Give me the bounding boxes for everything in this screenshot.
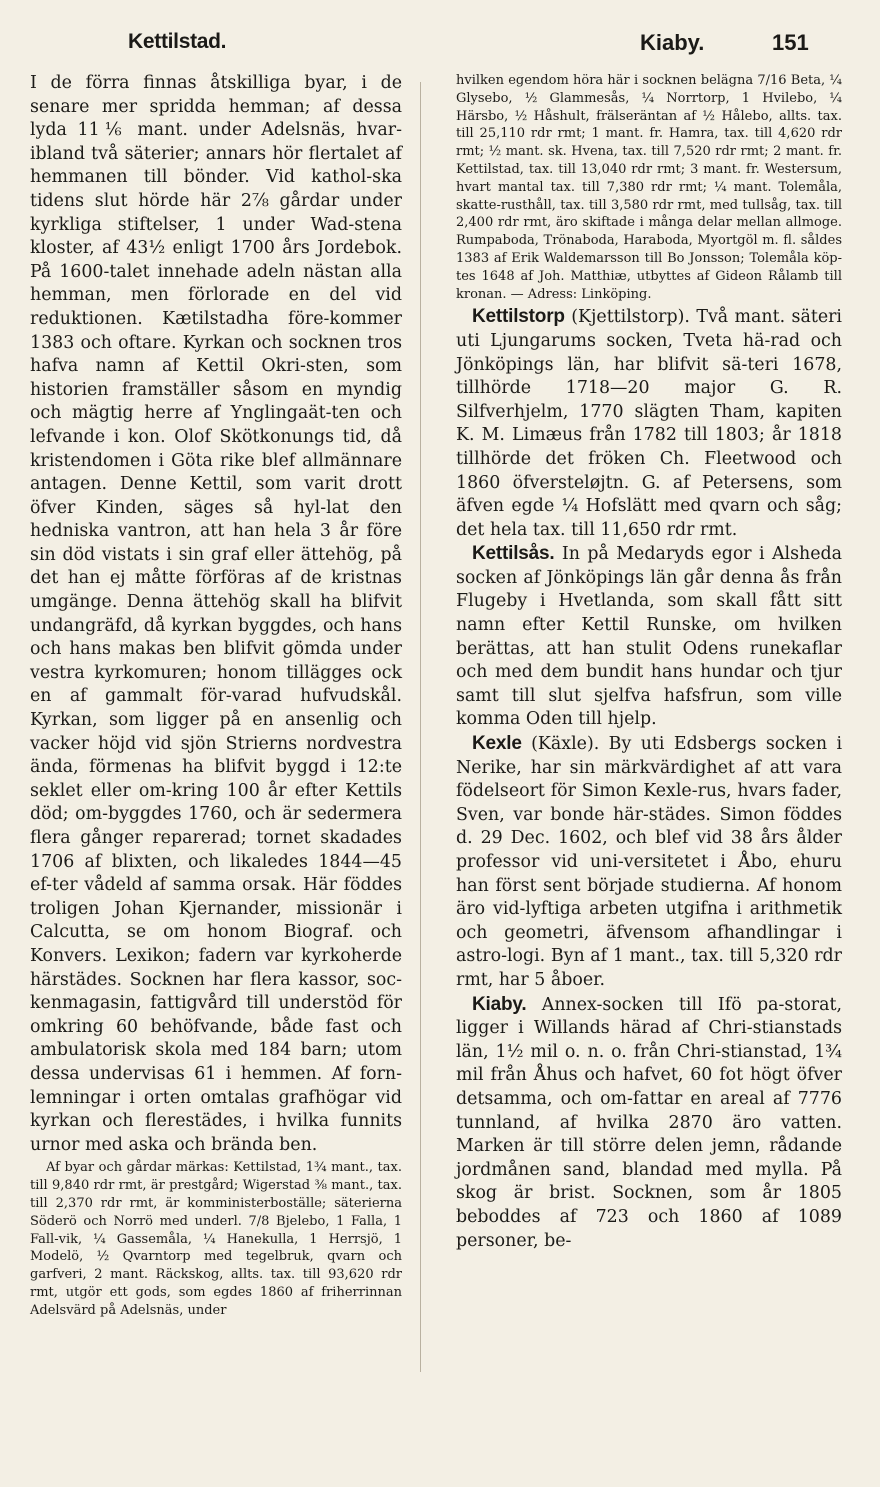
column-divider (420, 82, 421, 1372)
header-right-keyword: Kiaby. (640, 30, 705, 55)
right-column (456, 72, 842, 1253)
header-left-keyword: Kettilstad. (128, 30, 227, 53)
left-column (30, 72, 402, 1319)
right-note-paragraph: hvilken egendom höra här i socknen belägna 7/16 Beta, ¼ Glysebo, ½ Glammesås, ¼ Norrtorp, 1 Hvilebo, ¼ Härsbo, ½ Håshult, frälseräntan af ½ Hålebo, allts. tax. till 25,110 rdr rmt; 1 mant. fr. Hamra, tax. till 4,620 rdr rmt; ½ mant. sk. Hvena, tax. till 7,520 rdr rmt; 2 mant. fr. Kettilstad, tax. till 13,040 rdr rmt; 3 mant. fr. Westersum, hvart mantal tax. till 7,380 rdr rmt; ¼ mant. Tolemåla, skatte-rusthåll, tax. till 3,580 rdr rmt, med tullsåg, tax. till 2,400 rdr rmt, äro skiftade i många delar mellan allmoge. Rumpaboda, Trönaboda, Haraboda, Myortgöl m. fl. såldes 1383 af Erik Waldemarsson till Bo Jonsson; Tolemåla köp-tes 1648 af Joh. Matthiæ, utbyttes af Gideon Rålamb till kronan. — Adress: Linköping. (456, 73, 842, 302)
entry-heading: Kiaby. (472, 993, 527, 1015)
entry-text: In på Medaryds egor i Alsheda socken af Jönköpings län går denna ås från Flugeby i Hvetlanda, som skall fått sitt namn efter Kettil Runske, om hvilken berättas, att han stulit Odens runekaflar och med dem bundit hans hundar och tjur samt till slut sjelfva hafsfrun, som ville komma Oden till hjelp. (456, 544, 842, 730)
entry-kettilsas (456, 542, 842, 732)
left-main-paragraph: I de förra finnas åtskilliga byar, i de senare mer spridda hemman; af dessa lyda 11⅙ mant. under Adelsnäs, hvar-ibland två säterier; annars hör flertalet af hemmanen till bönder. Vid kathol-ska tidens slut hörde här 2⅞ gårdar under kyrkliga stiftelser, 1 under Wad-stena kloster, af 43½ enligt 1700 års Jordebok. På 1600-talet innehade adeln nästan alla hemman, men förlorade en del vid reduktionen. Kætilstadha före-kommer 1383 och oftare. Kyrkan och socknen tros hafva namn af Kettil Okri-sten, som historien framställer såsom en myndig och mägtig herre af Ynglingaät-ten och lefvande i kon. Olof Skötkonungs tid, då kristendomen i Göta rike blef allmännare antagen. Denne Kettil, som varit drott öfver Kinden, säges så hyl-lat den hedniska vantron, att han hela 3 år före sin död vistats i sin graf eller ättehög, på det han ej måtte förföras af de kristnas umgänge. Denna ättehög skall ha blifvit undangräfd, då kyrkan byggdes, och hans och hans makas ben blifvit gömda under vestra kyrkomuren; honom tillägges ock en af gammalt för-varad hufvudskål. Kyrkan, som ligger på en ansenlig och vacker höjd vid sjön Strierns nordvestra ända, förmenas ha blifvit byggd i 12:te seklet eller om-kring 100 år efter Kettils död; om-byggdes 1760, och är sedermera flera gånger reparerad; tornet skadades 1706 af blixten, och likaledes 1844—45 ef-ter vådeld af samma orsak. Här föddes troligen Johan Kjernander, missionär i Calcutta, se om honom Biograf. och Konvers. Lexikon; fadern var kyrkoherde härstädes. Socknen har flera kassor, soc-kenmagasin, fattigvård till understöd för omkring 60 behöfvande, både fast och ambulatorisk skola med 184 barn; utom dessa undervisas 61 i hemmen. Af forn-lemningar i orten omtalas grafhögar vid kyrkan och flerestädes, i hvilka funnits urnor med aska och brända ben. (30, 73, 402, 1155)
entry-kexle (456, 732, 842, 993)
entry-text: Annex-socken till Ifö pa-storat, ligger i Willands härad af Chri-stianstads län, 1½ mil o. n. o. från Chri-stianstad, 1¾ mil från Åhus och hafvet, 60 fot högt öfver detsamma, och om-fattar en areal af 7776 tunnland, af hvilka 2870 äro vatten. Marken är till större delen jemn, rådande jordmånen sand, blandad med mylla. På skog är brist. Socknen, som år 1805 beboddes af 723 och 1860 af 1089 personer, be- (456, 994, 842, 1251)
entry-text: (Käxle). By uti Edsbergs socken i Nerike, har sin märkvärdighet af att vara födelseort för Simon Kexle-rus, hvars fader, Sven, var bonde här-städes. Simon föddes d. 29 Dec. 1602, och blef vid 38 års ålder professor vid uni-versitetet i Åbo, ehuru han först sent började studierna. Af honom äro vid-lyftiga arbeten utgifna i arithmetik och geometri, äfvensom afhandlingar i astro-logi. Byn af 1 mant., tax. till 5,320 rdr rmt, har 5 åboer. (456, 734, 843, 990)
running-header (0, 24, 880, 64)
page-number: 151 (772, 30, 809, 55)
entry-kettilstorp (456, 305, 842, 542)
entry-heading: Kettilsås. (472, 543, 555, 565)
entry-kiaby (456, 993, 842, 1254)
entry-text: (Kjettilstorp). Två mant. säteri uti Ljungarums socken, Tveta hä-rad och Jönköpings län, har blifvit sä-teri 1678, tillhörde 1718—20 major G. R. Silfverhjelm, 1770 slägten Tham, kapiten K. M. Limæus från 1782 till 1803; år 1818 tillhörde det fröken Ch. Fleetwood och 1860 öfversteløjtn. G. af Petersens, som äfven egde ¼ Hofslätt med qvarn och såg; det hela tax. till 11,650 rdr rmt. (456, 307, 842, 540)
entry-heading: Kexle (472, 733, 522, 755)
left-note-paragraph: Af byar och gårdar märkas: Kettilstad, 1¾ mant., tax. till 9,840 rdr rmt, är prestgård; Wigerstad ⅜ mant., tax. till 2,370 rdr rmt, är komministerboställe; säterierna Söderö och Norrö med underl. 7/8 Bjelebo, 1 Falla, 1 Fall-vik, ¼ Gassemåla, ¼ Hanekulla, 1 Herrsjö, 1 Modelö, ½ Qvarntorp med tegelbruk, qvarn och garfveri, 2 mant. Räckskog, allts. tax. till 93,620 rdr rmt, utgör ett gods, som egdes 1860 af friherrinnan Adelsvärd på Adelsnäs, under (30, 1160, 402, 1318)
entry-heading: Kettilstorp (472, 306, 565, 328)
